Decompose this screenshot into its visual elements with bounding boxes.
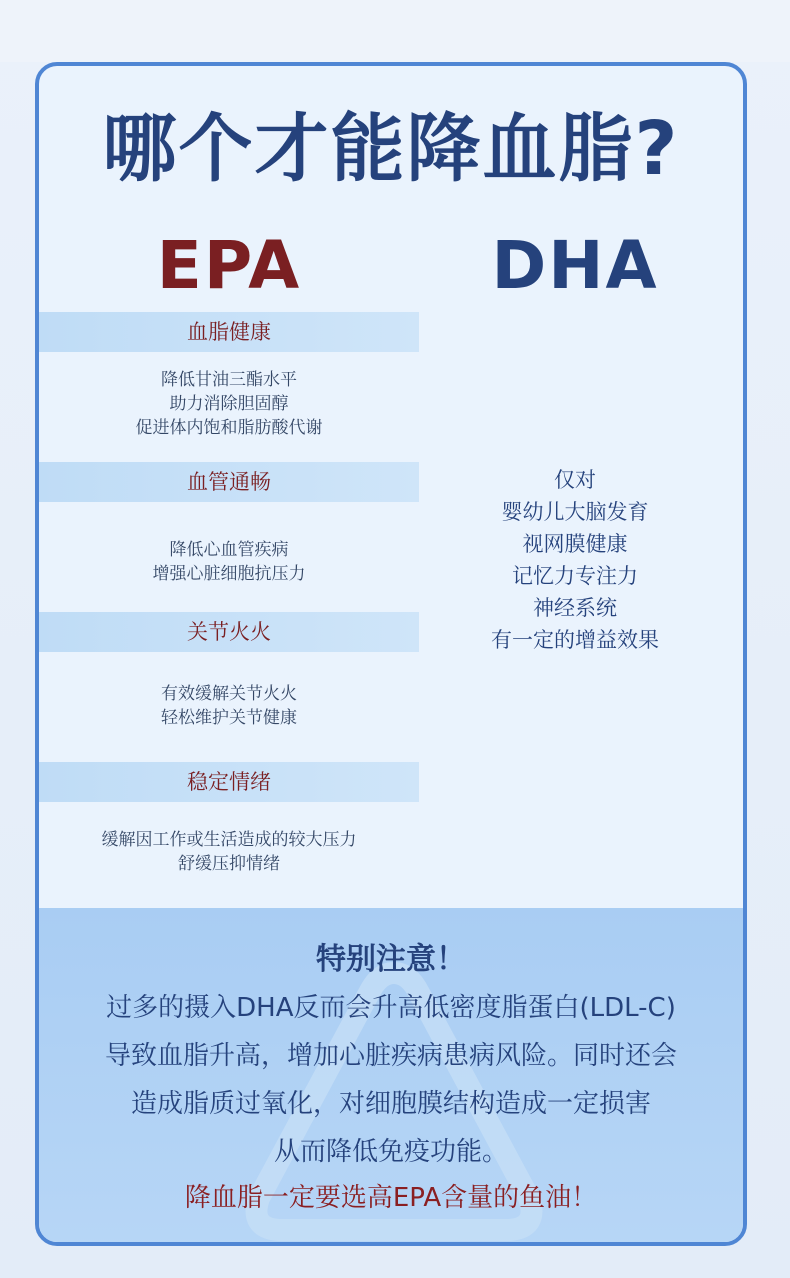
epa-section-heading: 关节火火: [39, 612, 419, 652]
dha-line: 婴幼儿大脑发育: [501, 500, 649, 524]
epa-section-heading: 稳定情绪: [39, 762, 419, 802]
epa-section-text: [39, 828, 419, 876]
top-band: [0, 0, 790, 62]
epa-heading: EPA: [156, 227, 302, 304]
epa-line: 舒缓压抑情绪: [178, 854, 280, 874]
epa-section-heading: 血管通畅: [39, 462, 419, 502]
dha-line: 有一定的增益效果: [491, 628, 659, 652]
notice-line: 造成脂质过氧化，对细胞膜结构造成一定损害: [130, 1089, 651, 1119]
epa-line: 降低心血管疾病: [169, 540, 289, 560]
notice-title: 特别注意！: [316, 942, 466, 977]
notice-conclusion: 降血脂一定要选高EPA含量的鱼油！: [184, 1183, 598, 1213]
epa-line: 有效缓解关节火火: [161, 684, 297, 704]
epa-section-text: [39, 538, 419, 586]
notice-panel: [39, 908, 743, 1246]
epa-line: 助力消除胆固醇: [169, 394, 289, 414]
epa-line: 促进体内饱和脂肪酸代谢: [135, 418, 323, 438]
epa-section-text: [39, 682, 419, 730]
dha-line: 记忆力专注力: [512, 564, 638, 588]
notice-line: 导致血脂升高，增加心脏疾病患病风险。同时还会: [104, 1041, 677, 1071]
epa-section-text: [39, 368, 419, 440]
epa-line: 轻松维护关节健康: [161, 708, 297, 728]
epa-line: 增强心脏细胞抗压力: [152, 564, 306, 584]
notice-line: 过多的摄入DHA反而会升高低密度脂蛋白(LDL-C): [106, 993, 676, 1023]
dha-heading: DHA: [491, 227, 659, 304]
dha-line: 神经系统: [533, 596, 617, 620]
epa-line: 缓解因工作或生活造成的较大压力: [101, 830, 357, 850]
dha-line: 仅对: [554, 468, 596, 492]
page-title: 哪个才能降血脂?: [102, 106, 680, 192]
epa-section-heading: 血脂健康: [39, 312, 419, 352]
dha-benefit-list: [385, 464, 747, 656]
dha-line: 视网膜健康: [522, 532, 628, 556]
epa-line: 降低甘油三酯水平: [161, 370, 297, 390]
notice-line: 从而降低免疫功能。: [273, 1137, 508, 1167]
comparison-card: [35, 62, 747, 1246]
